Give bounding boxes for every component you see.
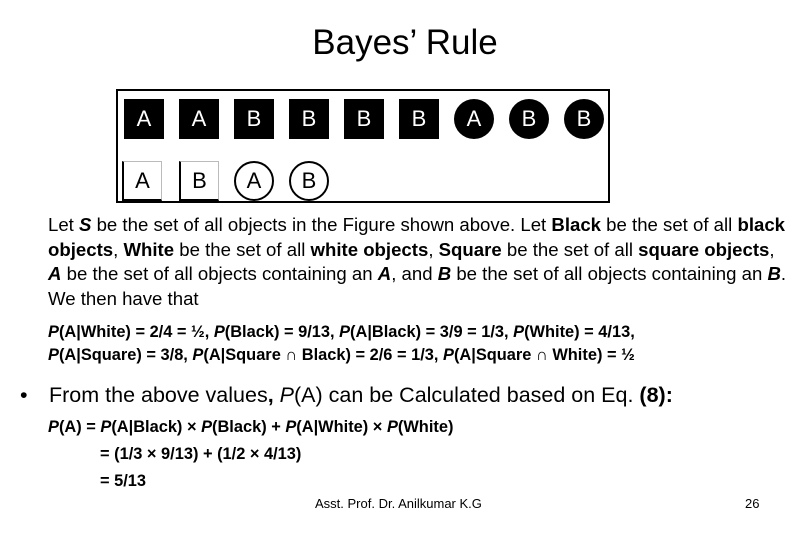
calc-line: = 5/13: [100, 472, 147, 490]
probability-values: [48, 321, 808, 367]
figure-object: B: [564, 99, 604, 139]
figure-object: A: [454, 99, 494, 139]
figure-object: B: [289, 161, 329, 201]
calculation: [48, 414, 748, 495]
figure-object: A: [122, 161, 162, 201]
objects-figure: [116, 89, 610, 203]
figure-object: B: [344, 99, 384, 139]
figure-object: B: [509, 99, 549, 139]
formula-line: P(A|White) = 2/4 = ½, P(Black) = 9/13, P(A|Black) = 3/9 = 1/3, P(White) = 4/13,: [48, 323, 635, 341]
footer-author: Asst. Prof. Dr. Anilkumar K.G: [315, 496, 482, 511]
figure-object: B: [289, 99, 329, 139]
figure-object: A: [179, 99, 219, 139]
page-number: 26: [745, 496, 760, 511]
figure-object: B: [234, 99, 274, 139]
bullet-point: • From the above values, P(A) can be Calculated based on Eq. (8):: [20, 383, 673, 407]
figure-object: B: [399, 99, 439, 139]
calc-line: P(A) = P(A|Black) × P(Black) + P(A|White) × P(White): [48, 418, 454, 436]
figure-object: B: [179, 161, 219, 201]
figure-object: A: [234, 161, 274, 201]
definition-paragraph: Let S be the set of all objects in the Figure shown above. Let Black be the set of all black objects, White be the set of all white objects, Square be the set of all square objects, A be the set of all objects containing an A, and B be the set of all objects containing an B. We then have that: [48, 214, 787, 309]
bullet-icon: •: [20, 383, 28, 407]
calc-line: = (1/3 × 9/13) + (1/2 × 4/13): [100, 445, 302, 463]
slide-title: Bayes’ Rule: [312, 23, 498, 62]
figure-object: A: [124, 99, 164, 139]
formula-line: P(A|Square) = 3/8, P(A|Square ∩ Black) = 2/6 = 1/3, P(A|Square ∩ White) = ½: [48, 346, 635, 364]
